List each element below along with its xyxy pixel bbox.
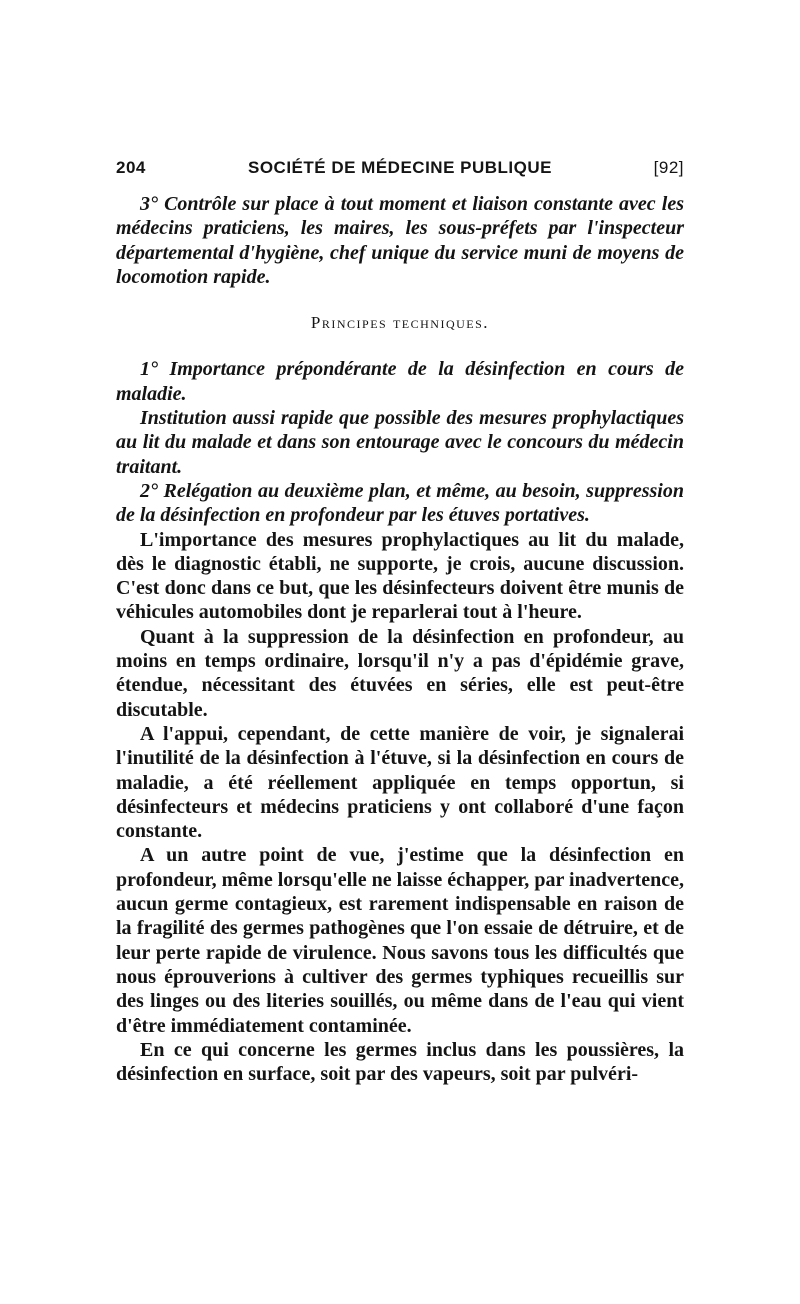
paragraph-point-2: 2° Relégation au deuxième plan, et même, au besoin, suppression de la désinfection en profondeur par les étuves portatives. <box>116 479 684 527</box>
running-header <box>116 158 684 182</box>
paragraph-prophylaxis: L'importance des mesures prophylactiques au lit du malade, dès le diagnostic établi, ne supporte, je crois, aucune discussion. C'est donc dans ce but, que les désinfecteurs doivent être munis de véhicules automobiles dont je reparlerai tout à l'heure. <box>116 528 684 624</box>
paragraph-control-point: 3° Contrôle sur place à tout moment et liaison constante avec les médecins praticiens, les maires, les sous-préfets par l'inspecteur départemental d'hygiène, chef unique du service muni de moyens de locomotion rapide. <box>116 193 684 288</box>
page-body <box>116 192 684 1086</box>
paragraph-suppression: Quant à la suppression de la désinfection en profondeur, au moins en temps ordinaire, lorsqu'il n'y a pas d'épidémie grave, étendue, nécessitant des étuvées en séries, elle est peut-être discutable. <box>116 625 684 721</box>
page-number: 204 <box>116 158 146 177</box>
paragraph-support: A l'appui, cependant, de cette manière de voir, je signalerai l'inutilité de la désinfection à l'étuve, si la désinfection en cours de maladie, a été réellement appliquée en temps opportun, si désinfecteurs et médecins praticiens y ont collaboré d'une façon constante. <box>116 722 684 843</box>
original-page-ref: [92] <box>653 158 684 177</box>
paragraph-dust-germs: En ce qui concerne les germes inclus dans les poussières, la désinfection en surface, soit par des vapeurs, soit par pulvéri- <box>116 1038 684 1086</box>
section-heading: Principes techniques. <box>310 313 490 333</box>
paragraph-other-view: A un autre point de vue, j'estime que la désinfection en profondeur, même lorsqu'elle ne laisse échapper, par inadvertence, aucun germe contagieux, est rarement indispensable en raison de la fragilité des germes pathogènes que l'on essaie de détruire, et de leur perte rapide de virulence. Nous savons tous les difficultés que nous éprouverions à cultiver des germes typhiques recueillis sur des linges ou des literies souillés, ou même dans de l'eau qui vient d'être immédiatement contaminée. <box>116 844 684 1037</box>
paragraph-point-1: 1° Importance prépondérante de la désinfection en cours de maladie. <box>116 358 684 405</box>
paragraph-institution: Institution aussi rapide que possible des mesures prophylactiques au lit du malade et dans son entourage avec le concours du médecin traitant. <box>116 407 684 478</box>
running-title: SOCIÉTÉ DE MÉDECINE PUBLIQUE <box>248 158 552 177</box>
